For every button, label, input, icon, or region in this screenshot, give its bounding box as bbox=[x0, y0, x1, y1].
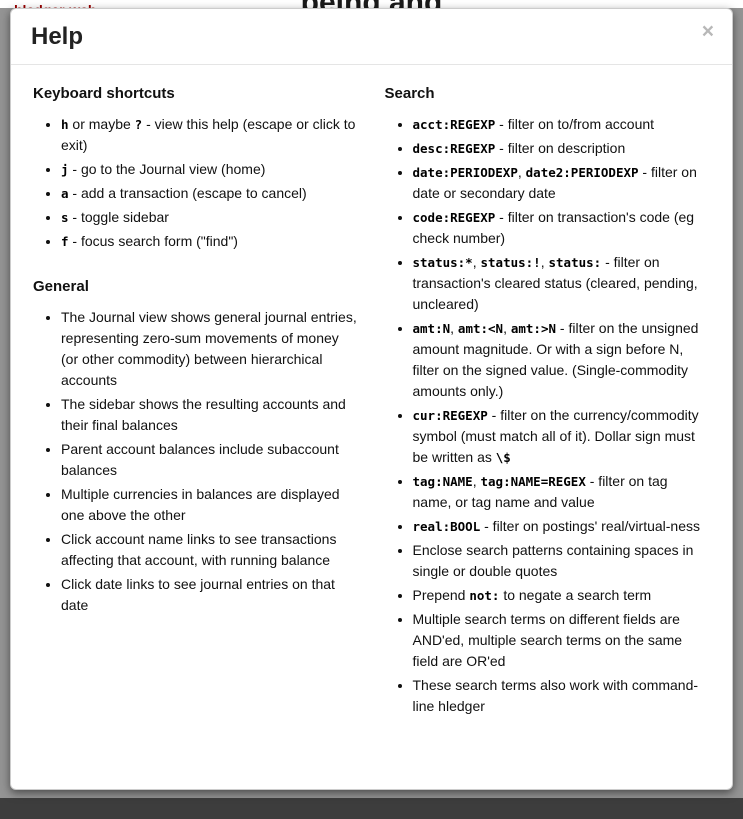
modal-body bbox=[11, 65, 732, 747]
text-segment: - filter on transaction's cleared status (cleared, pending, uncleared) bbox=[412, 253, 698, 312]
code-term: real:BOOL bbox=[412, 518, 481, 534]
list-item bbox=[413, 162, 711, 204]
code-term: date2:PERIODEXP bbox=[525, 164, 639, 180]
list-item bbox=[413, 675, 711, 717]
code-term: amt:<N bbox=[457, 320, 504, 336]
text-segment: The Journal view shows general journal entries, representing zero-sum movements of money (or other commodity) between hierarchical accounts bbox=[61, 308, 357, 388]
list-item bbox=[61, 484, 359, 526]
list-item bbox=[61, 231, 359, 252]
text-segment: Enclose search patterns containing spaces in single or double quotes bbox=[412, 541, 694, 579]
text-segment: - filter on the unsigned amount magnitude. Or with a sign before N, filter on the signed value. (Single-commodity amounts only.) bbox=[412, 319, 699, 399]
code-term: s bbox=[61, 209, 69, 225]
code-term: amt:>N bbox=[510, 320, 557, 336]
code-term: status: bbox=[548, 254, 602, 270]
list-item bbox=[413, 405, 711, 468]
text-segment: , bbox=[503, 319, 511, 336]
text-segment: , bbox=[472, 472, 481, 489]
list-item bbox=[61, 574, 359, 616]
list-item bbox=[61, 159, 359, 180]
list-item bbox=[413, 585, 711, 606]
list-item bbox=[61, 529, 359, 571]
text-segment: to negate a search term bbox=[499, 586, 652, 603]
text-segment: - filter on date or secondary date bbox=[412, 163, 697, 201]
text-segment: - filter on tag name, or tag name and value bbox=[412, 472, 668, 510]
list-item bbox=[61, 114, 359, 156]
text-segment: - add a transaction (escape to cancel) bbox=[68, 184, 307, 201]
list-item bbox=[413, 318, 711, 402]
code-term: \$ bbox=[495, 449, 511, 465]
list-item bbox=[413, 138, 711, 159]
help-modal bbox=[10, 8, 733, 790]
code-term: code:REGEXP bbox=[412, 209, 496, 225]
section-heading: General bbox=[33, 277, 89, 295]
code-term: tag:NAME=REGEX bbox=[480, 473, 586, 489]
text-segment: The sidebar shows the resulting accounts and their final balances bbox=[61, 395, 346, 433]
code-term: not: bbox=[469, 587, 500, 603]
list-item bbox=[61, 207, 359, 228]
code-term: amt:N bbox=[412, 320, 451, 336]
list-item bbox=[413, 114, 711, 135]
code-term: status:* bbox=[412, 254, 473, 270]
text-segment: Multiple search terms on different fields are AND'ed, multiple search terms on the same field are OR'ed bbox=[412, 610, 683, 669]
text-segment: , bbox=[450, 319, 458, 336]
list-item bbox=[413, 516, 711, 537]
list-item bbox=[413, 540, 711, 582]
code-term: f bbox=[61, 233, 69, 249]
text-segment: , bbox=[472, 253, 481, 270]
code-term: a bbox=[61, 185, 69, 201]
list-item bbox=[413, 609, 711, 672]
text-segment: These search terms also work with command-line hledger bbox=[412, 676, 699, 714]
text-segment: Click date links to see journal entries on that date bbox=[61, 575, 335, 613]
text-segment: , bbox=[517, 163, 526, 180]
section-heading: Keyboard shortcuts bbox=[33, 84, 175, 102]
list-item bbox=[413, 207, 711, 249]
right-column bbox=[385, 85, 711, 727]
section-list bbox=[385, 114, 711, 717]
code-term: j bbox=[61, 161, 69, 177]
text-segment: - go to the Journal view (home) bbox=[68, 160, 266, 177]
text-segment: - focus search form ("find") bbox=[68, 232, 238, 249]
text-segment: - filter on description bbox=[495, 139, 626, 156]
code-term: h bbox=[61, 116, 69, 132]
code-term: acct:REGEXP bbox=[412, 116, 496, 132]
list-item bbox=[413, 252, 711, 315]
code-term: tag:NAME bbox=[412, 473, 473, 489]
list-item bbox=[413, 471, 711, 513]
text-segment: - toggle sidebar bbox=[68, 208, 169, 225]
text-segment: - filter on transaction's code (eg check number) bbox=[412, 208, 695, 246]
left-column bbox=[33, 85, 359, 727]
list-item bbox=[61, 307, 359, 391]
list-item bbox=[61, 394, 359, 436]
text-segment: - view this help (escape or click to exit) bbox=[61, 115, 356, 153]
text-segment: , bbox=[540, 253, 549, 270]
code-term: ? bbox=[134, 116, 143, 132]
text-segment: Click account name links to see transactions affecting that account, with running balance bbox=[61, 530, 337, 568]
section-list bbox=[33, 114, 359, 252]
section-list bbox=[33, 307, 359, 616]
code-term: cur:REGEXP bbox=[412, 407, 488, 423]
text-segment: Parent account balances include subaccount balances bbox=[61, 440, 339, 478]
text-segment: or maybe bbox=[68, 115, 135, 132]
modal-header bbox=[11, 9, 732, 65]
list-item bbox=[61, 439, 359, 481]
close-icon[interactable]: × bbox=[701, 20, 714, 43]
code-term: status:! bbox=[480, 254, 541, 270]
text-segment: Prepend bbox=[412, 586, 470, 603]
text-segment: Multiple currencies in balances are displayed one above the other bbox=[61, 485, 340, 523]
code-term: date:PERIODEXP bbox=[412, 164, 518, 180]
section-heading: Search bbox=[384, 84, 435, 102]
text-segment: - filter on postings' real/virtual-ness bbox=[480, 517, 700, 534]
text-segment: - filter on the currency/commodity symbol (must match all of it). Dollar sign must be written as bbox=[412, 406, 699, 465]
code-term: desc:REGEXP bbox=[412, 140, 496, 156]
text-segment: - filter on to/from account bbox=[495, 115, 655, 132]
list-item bbox=[61, 183, 359, 204]
modal-title: Help bbox=[31, 23, 84, 50]
